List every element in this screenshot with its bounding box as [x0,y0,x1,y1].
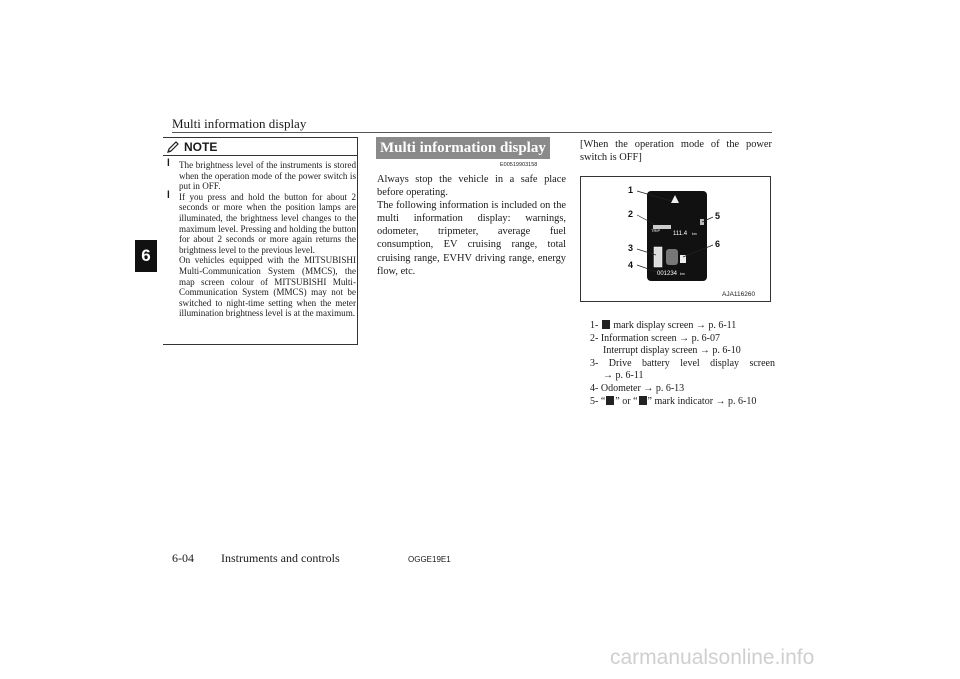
caption-number: 2- [590,332,599,344]
chapter-tab: 6 [135,240,157,272]
section-title-banner: Multi information display [376,137,550,159]
callout-5: 5 [715,211,721,221]
footer-page-number: 6-04 [172,551,194,565]
caption-row [590,358,775,371]
caption-text: ” or “ [615,395,638,407]
caption-row [590,345,775,358]
note-label: NOTE [184,139,218,154]
footer-doc-code: OGGE19E1 [408,555,451,564]
figure-frame [580,176,771,302]
note-item [166,160,356,192]
footer-section-title: Instruments and controls [221,551,340,565]
bullet-icon [166,161,173,168]
note-item-text: If you press and hold the button for about 2 seconds or more when the position lamps are illuminated, the brightness level changes to the maximum level. Pressing and holding the button for about 2 seconds or more again returns the brightness level to the previous level. [179,191,356,255]
note-item [166,192,356,256]
note-extra [166,255,356,319]
note-header [163,137,358,156]
bullet-icon [166,193,173,200]
watermark: carmanualsonline.info [610,646,815,669]
caption-row [590,383,775,396]
caption-number: 1- [590,320,599,331]
indicator-a-icon [606,396,614,405]
note-item-text: The brightness level of the instruments is stored when the operation mode of the power switch is put in OFF. [179,160,356,192]
caption-text: Odometer → p. 6-13 [600,382,685,394]
page-header-title: Multi information display [172,116,307,131]
callout-3: 3 [628,243,634,253]
caption-text: → p. 6-11 [603,370,644,382]
note-text [166,160,356,319]
header-divider [172,132,772,133]
caption-number: 3- [590,357,599,369]
note-pencil-icon [166,140,180,154]
caption-text: Drive battery level display screen [608,357,775,369]
callout-2: 2 [628,209,634,219]
caption-number: 4- [590,382,599,394]
odometer-unit: km [680,272,685,276]
caption-row [590,370,775,383]
callout-6: 6 [715,239,721,249]
warning-mark-icon [602,320,610,329]
caption-row [590,396,775,409]
caption-text: Information screen → p. 6-07 [600,332,720,344]
battery-level-bar [654,247,662,267]
caption-list [590,320,775,408]
trip-value: 111.4 [673,231,688,237]
callout-4: 4 [628,260,634,270]
callout-1: 1 [628,185,634,195]
section-body [377,173,566,278]
indicator-b-icon [639,396,647,405]
caption-text: Interrupt display screen → p. 6-10 [603,345,741,357]
caption-number: 5- [590,395,599,407]
trip-label: TRIP [651,228,661,233]
note-extra-text: On vehicles equipped with the MITSUBISHI Multi-Communication System (MMCS), the map screen colour of MITSUBISHI Multi-Communication System (MMCS) may not be switched to night-time setting when the meter illumination brightness level is at the maximum. [179,255,356,319]
figure-code: AJA116260 [722,291,756,298]
caption-text: “ [600,395,606,407]
section-code: E00519903158 [500,162,538,168]
caption-text: mark display screen → p. 6-11 [613,320,737,331]
section-paragraph: The following information is included on the multi information display: warnings, odometer, tripmeter, average fuel consumption, EV cruising range, total cruising range, EVHV driving range, energy flow, etc. [377,200,566,277]
trip-unit: km [692,232,697,236]
display-illustration [581,177,770,301]
section-paragraph: Always stop the vehicle in a safe place before operating. [377,174,566,199]
vehicle-energy-icon [666,249,678,265]
odometer-value: 001234 [657,271,678,277]
caption-row [590,320,775,333]
figure-heading: [When the operation mode of the power switch is OFF] [580,139,772,163]
caption-text: ” mark indicator → p. 6-10 [647,395,757,407]
caption-row [590,333,775,346]
